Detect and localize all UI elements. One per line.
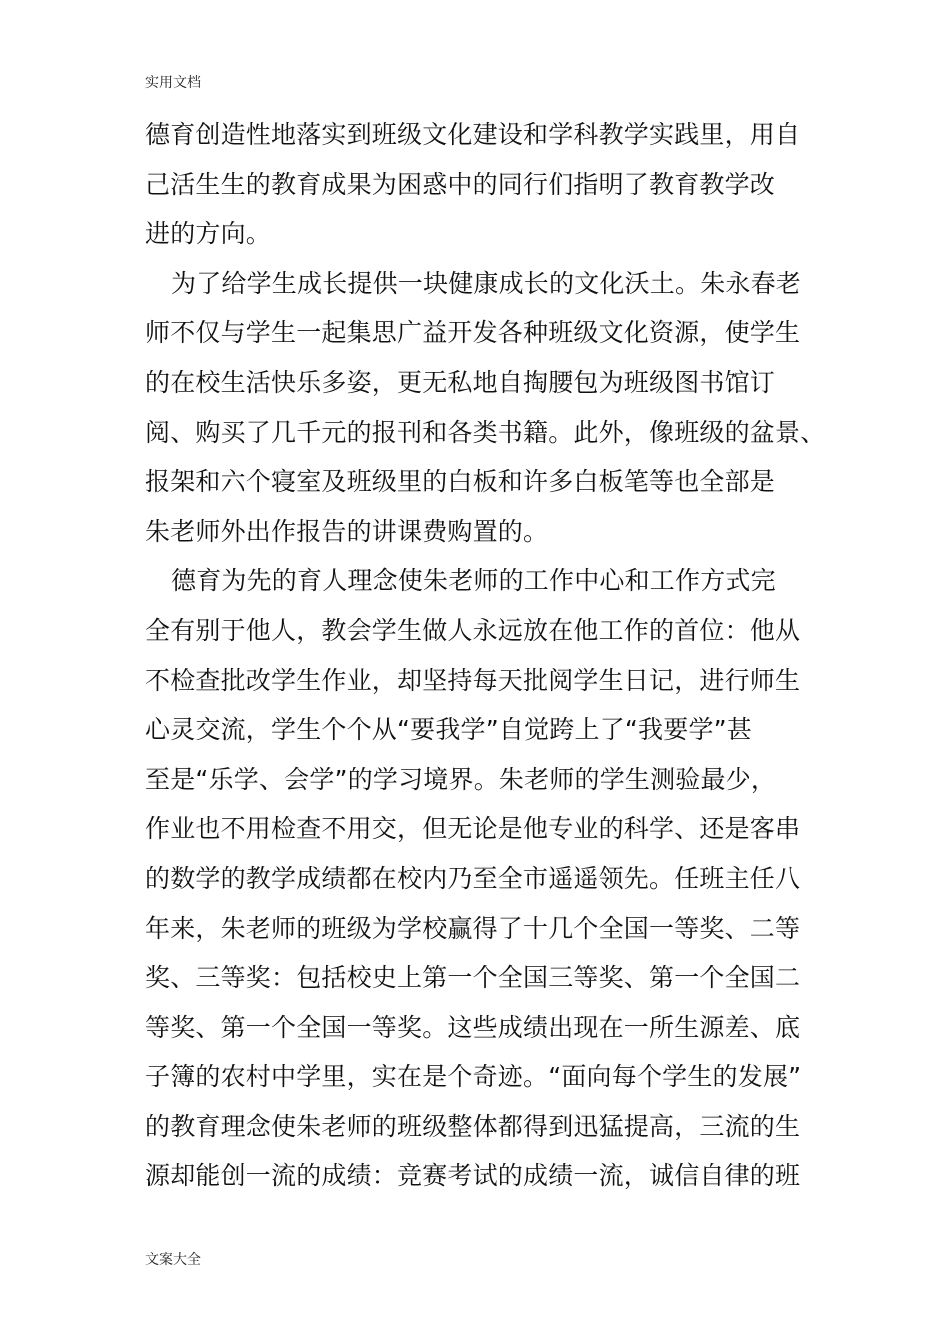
text-line: 朱老师外出作报告的讲课费购置的。 (145, 516, 549, 546)
text-line: 进的方向。 (145, 219, 272, 249)
text-line: 的在校生活快乐多姿，更无私地自掏腰包为班级图书馆订 (145, 367, 776, 397)
page-footer: 文案大全 (145, 1252, 201, 1268)
text-line: 源却能创一流的成绩：竞赛考试的成绩一流，诚信自律的班 (145, 1161, 801, 1191)
text-line: 心灵交流，学生个个从“要我学”自觉跨上了“我要学”甚 (145, 715, 753, 745)
text-line: 阅、购买了几千元的报刊和各类书籍。此外，像班级的盆景、 (145, 417, 826, 447)
text-line: 奖、三等奖：包括校史上第一个全国三等奖、第一个全国二 (145, 963, 801, 993)
text-line: 不检查批改学生作业，却坚持每天批阅学生日记，进行师生 (145, 665, 801, 695)
text-line: 的数学的教学成绩都在校内乃至全市遥遥领先。任班主任八 (145, 863, 801, 893)
paragraph-start-line: 为了给学生成长提供一块健康成长的文化沃土。朱永春老 (171, 268, 802, 298)
text-line: 德育创造性地落实到班级文化建设和学科教学实践里，用自 (145, 120, 801, 149)
text-line: 师不仅与学生一起集思广益开发各种班级文化资源，使学生 (145, 318, 801, 348)
text-line: 年来，朱老师的班级为学校赢得了十几个全国一等奖、二等 (145, 913, 801, 943)
text-line: 等奖、第一个全国一等奖。这些成绩出现在一所生源差、底 (145, 1012, 801, 1042)
text-line: 己活生生的教育成果为困惑中的同行们指明了教育教学改 (145, 169, 776, 199)
document-body (145, 110, 826, 1201)
text-line: 的教育理念使朱老师的班级整体都得到迅猛提高，三流的生 (145, 1111, 801, 1141)
page-header: 实用文档 (145, 75, 201, 91)
text-line: 报架和六个寝室及班级里的白板和许多白板笔等也全部是 (145, 467, 776, 497)
text-line: 至是“乐学、会学”的学习境界。朱老师的学生测验最少， (145, 764, 777, 794)
text-line: 作业也不用检查不用交，但无论是他专业的科学、还是客串 (145, 814, 801, 844)
text-line: 全有别于他人，教会学生做人永远放在他工作的首位：他从 (145, 615, 801, 645)
paragraph-start-line: 德育为先的育人理念使朱老师的工作中心和工作方式完 (171, 566, 776, 596)
text-line: 子簿的农村中学里，实在是个奇迹。“面向每个学生的发展” (145, 1062, 802, 1092)
